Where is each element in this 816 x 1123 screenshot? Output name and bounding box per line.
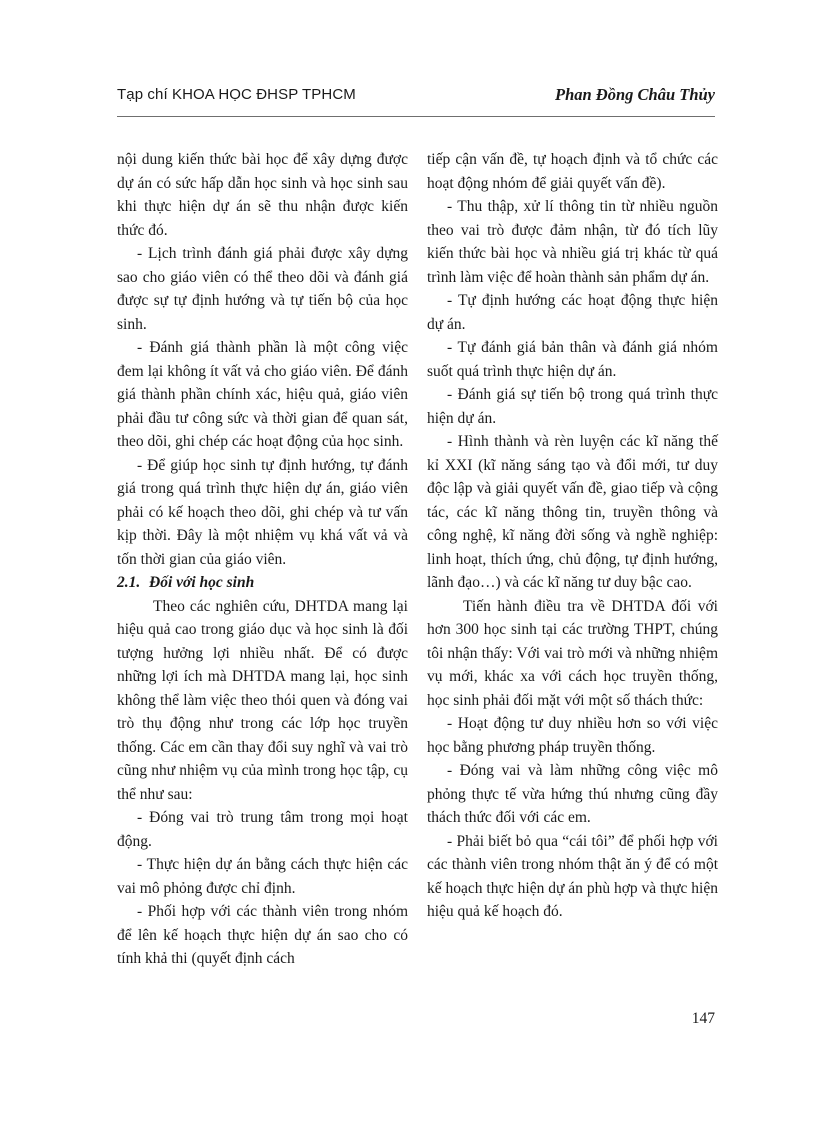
bullet-paragraph: - Lịch trình đánh giá phải được xây dựng sao cho giáo viên có thể theo dõi và đánh giá được sự tự định hướng và tự tiến bộ của học sinh. bbox=[117, 245, 408, 333]
paragraph: Theo các nghiên cứu, DHTDA mang lại hiệu quả cao trong giáo dục và học sinh là đối tượng hưởng lợi nhiều nhất. Để có được những lợi ích mà DHTDA mang lại, học sinh không thể làm việc theo thói quen và đóng vai trò thụ động như trong các lớp học truyền thống. Các em cần thay đổi suy nghĩ và vai trò cũng như nhiệm vụ của mình trong học tập, cụ thể như sau: bbox=[117, 597, 408, 803]
paragraph: Tiến hành điều tra về DHTDA đối với hơn 300 học sinh tại các trường THPT, chúng tôi nhận thấy: Với vai trò mới và những nhiệm vụ mới, khác xa với cách học truyền thống, học sinh phải đối mặt với một số thách thức: bbox=[427, 597, 718, 709]
section-title: Đối với học sinh bbox=[149, 574, 255, 591]
page-number: 147 bbox=[691, 1010, 715, 1027]
author-name: Phan Đồng Châu Thủy bbox=[554, 85, 715, 104]
bullet-paragraph: - Phối hợp với các thành viên trong nhóm để lên kế hoạch thực hiện dự án sao cho có tính khả thi (quyết định cách bbox=[117, 903, 408, 967]
paragraph: tiếp cận vấn đề, tự hoạch định và tổ chức các hoạt động nhóm để giải quyết vấn đề). bbox=[427, 151, 718, 192]
bullet-paragraph: - Hình thành và rèn luyện các kĩ năng thế kỉ XXI (kĩ năng sáng tạo và đổi mới, tư duy độc lập và giải quyết vấn đề, giao tiếp và cộng tác, các kĩ năng thông tin, truyền thông và công nghệ, kĩ năng đời sống và nghề nghiệp: linh hoạt, thích ứng, chủ động, tự định hướng, lãnh đạo…) và các kĩ năng tư duy bậc cao. bbox=[427, 433, 718, 591]
section-number: 2.1. bbox=[117, 574, 141, 591]
bullet-paragraph: - Đánh giá thành phần là một công việc đem lại không ít vất vả cho giáo viên. Để đánh giá thành phần chính xác, hiệu quả, giáo viên phải đầu tư công sức và thời gian để quan sát, theo dõi, ghi chép các hoạt động của học sinh. bbox=[117, 339, 408, 450]
bullet-paragraph: - Tự đánh giá bản thân và đánh giá nhóm suốt quá trình thực hiện dự án. bbox=[427, 339, 718, 380]
bullet-paragraph: - Phải biết bỏ qua “cái tôi” để phối hợp với các thành viên trong nhóm thật ăn ý để có một kế hoạch thực hiện dự án phù hợp và thực hiện hiệu quả kế hoạch đó. bbox=[427, 832, 718, 920]
journal-title: Tạp chí KHOA HỌC ĐHSP TPHCM bbox=[117, 86, 356, 103]
bullet-paragraph: - Tự định hướng các hoạt động thực hiện dự án. bbox=[427, 292, 718, 333]
bullet-paragraph: - Để giúp học sinh tự định hướng, tự đánh giá trong quá trình thực hiện dự án, giáo viên phải có kế hoạch theo dõi, ghi chép và tư vấn kịp thời. Đây là một nhiệm vụ khá vất vả và tốn thời gian của giáo viên. bbox=[117, 456, 408, 568]
header-rule bbox=[117, 116, 715, 117]
bullet-paragraph: - Đóng vai và làm những công việc mô phỏng thực tế vừa hứng thú nhưng cũng đầy thách thức đối với các em. bbox=[427, 762, 718, 826]
bullet-paragraph: - Hoạt động tư duy nhiều hơn so với việc học bằng phương pháp truyền thống. bbox=[427, 715, 718, 756]
section-heading bbox=[117, 571, 408, 595]
bullet-paragraph: - Thu thập, xử lí thông tin từ nhiều nguồn theo vai trò được đảm nhận, từ đó tích lũy kiến thức bài học và nhiều giá trị khác từ quá trình làm việc để hoàn thành sản phẩm dự án. bbox=[427, 198, 718, 286]
bullet-paragraph: - Thực hiện dự án bằng cách thực hiện các vai mô phỏng được chỉ định. bbox=[117, 856, 408, 897]
left-column bbox=[117, 148, 408, 971]
paragraph: nội dung kiến thức bài học để xây dựng được dự án có sức hấp dẫn học sinh và học sinh sau khi thực hiện dự án sẽ thu nhận được kiến thức đó. bbox=[117, 151, 408, 239]
running-header bbox=[117, 86, 715, 108]
bullet-paragraph: - Đóng vai trò trung tâm trong mọi hoạt động. bbox=[117, 809, 408, 850]
right-column bbox=[427, 148, 718, 924]
bullet-paragraph: - Đánh giá sự tiến bộ trong quá trình thực hiện dự án. bbox=[427, 386, 718, 427]
